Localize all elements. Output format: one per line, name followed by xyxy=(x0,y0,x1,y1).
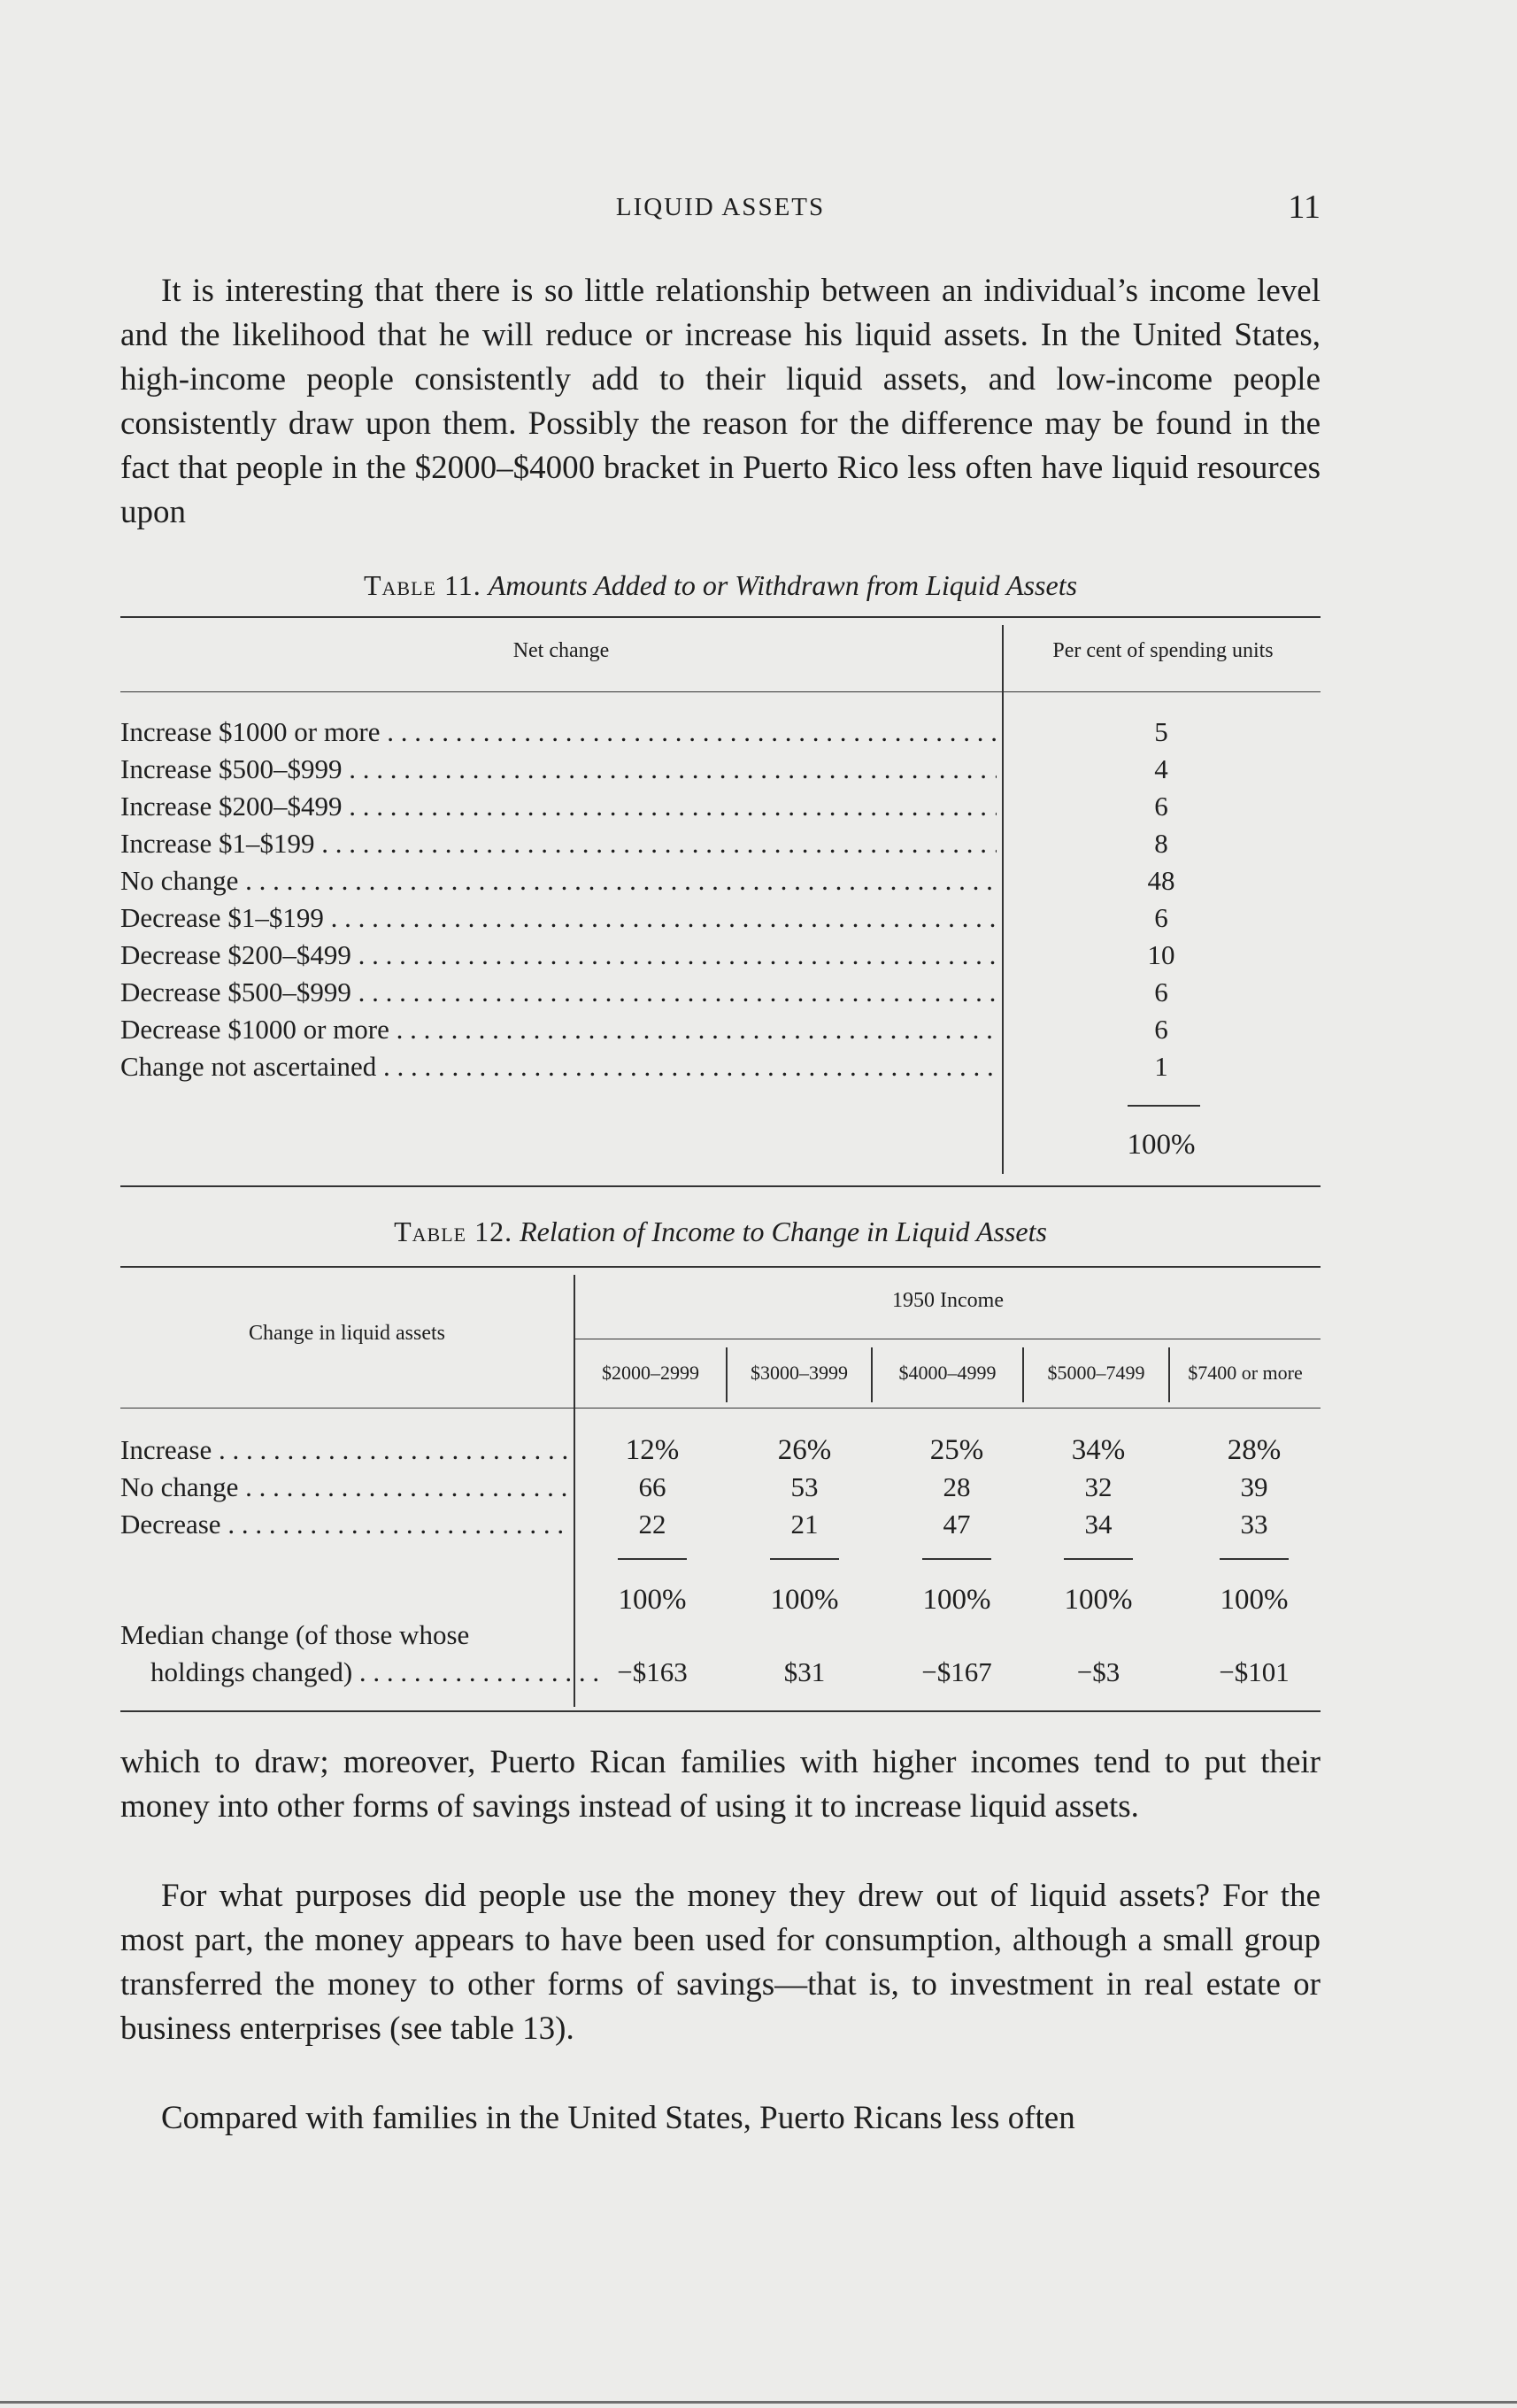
table-cell: 6 xyxy=(1154,1014,1168,1045)
table-row: No change . . . xyxy=(120,1469,568,1506)
table-cell: 34 xyxy=(1084,1509,1113,1540)
table-row: Decrease $200–$499 . . . xyxy=(120,937,997,974)
table-12-total: 100% xyxy=(1220,1584,1289,1616)
table-11-header-net-change: Net change xyxy=(512,639,610,662)
table-12-sum-rule xyxy=(770,1558,839,1560)
table-row: Increase $500–$999 . . . xyxy=(120,751,997,788)
table-12-title: Relation of Income to Change in Liquid Assets xyxy=(520,1216,1047,1247)
table-cell: $31 xyxy=(783,1656,826,1687)
running-title: LIQUID ASSETS xyxy=(615,193,826,221)
table-12-total: 100% xyxy=(1064,1584,1133,1616)
table-12-total: 100% xyxy=(618,1584,687,1616)
table-cell: −$101 xyxy=(1219,1656,1290,1687)
table-cell: 26% xyxy=(777,1434,832,1466)
table-11-sum-rule xyxy=(1128,1105,1200,1107)
table-11-column-divider xyxy=(1002,625,1004,1174)
table-11-title: Amounts Added to or Withdrawn from Liquid Assets xyxy=(488,569,1078,601)
table-12-col-2000: $2000–2999 xyxy=(602,1362,699,1384)
table-12-total: 100% xyxy=(922,1584,991,1616)
table-11-header-percent: Per cent of spending units xyxy=(1052,639,1274,662)
table-cell: 22 xyxy=(638,1509,666,1540)
table-11-total: 100% xyxy=(1127,1129,1196,1161)
table-row: Decrease $1–$199 . . . xyxy=(120,899,997,937)
table-12-sum-rule xyxy=(1220,1558,1289,1560)
table-row: Increase $1–$199 . . . xyxy=(120,825,997,862)
table-cell: 28% xyxy=(1227,1434,1282,1466)
table-cell: 6 xyxy=(1154,791,1168,822)
table-row: Decrease $1000 or more . . . xyxy=(120,1011,997,1048)
table-11-caption xyxy=(120,569,1321,602)
table-11-label: Table 11. xyxy=(363,569,481,601)
table-cell: 1 xyxy=(1154,1051,1168,1082)
paragraph-4: Compared with families in the United States, Puerto Ricans less often xyxy=(161,2100,1075,2136)
table-12-stub-divider xyxy=(574,1275,575,1707)
table-12-sum-rule xyxy=(1064,1558,1133,1560)
table-12-col-3000: $3000–3999 xyxy=(751,1362,848,1384)
table-cell: 53 xyxy=(790,1471,819,1502)
table-row: Change not ascertained . . . xyxy=(120,1048,997,1085)
table-12-median-label-2: holdings changed) . . . xyxy=(150,1654,598,1691)
table-cell: 6 xyxy=(1154,976,1168,1007)
table-cell: −$163 xyxy=(617,1656,688,1687)
table-row: Increase . . . xyxy=(120,1432,568,1469)
page-bottom-edge xyxy=(0,2401,1517,2404)
table-row: Decrease $500–$999 . . . xyxy=(120,974,997,1011)
table-cell: 6 xyxy=(1154,902,1168,933)
table-12-sum-rule xyxy=(618,1558,687,1560)
table-12-top-rule xyxy=(120,1266,1321,1268)
table-12-col-7400: $7400 or more xyxy=(1188,1362,1303,1384)
table-12-header-rule xyxy=(120,1408,1321,1409)
table-row: No change . . . xyxy=(120,862,997,899)
table-cell: 25% xyxy=(929,1434,984,1466)
table-11-header-rule xyxy=(120,691,1321,692)
table-cell: 21 xyxy=(790,1509,819,1540)
table-cell: 10 xyxy=(1147,939,1175,970)
table-12-sum-rule xyxy=(922,1558,991,1560)
table-cell: 66 xyxy=(638,1471,666,1502)
table-cell: 34% xyxy=(1071,1434,1126,1466)
table-12-total: 100% xyxy=(770,1584,839,1616)
table-cell: 48 xyxy=(1147,865,1175,896)
table-cell: 12% xyxy=(625,1434,680,1466)
table-cell: −$167 xyxy=(921,1656,992,1687)
table-11-top-rule xyxy=(120,616,1321,618)
table-row: Increase $200–$499 . . . xyxy=(120,788,997,825)
paragraph-3: For what purposes did people use the money they drew out of liquid assets? For the most part, the money appears to have been used for consumption, although a small group transferred the money to other forms of savings—that is, to investment in real estate or business enterprises (see table 13). xyxy=(120,1878,1321,2047)
table-cell: 8 xyxy=(1154,828,1168,859)
table-cell: 5 xyxy=(1154,716,1168,747)
table-12-caption xyxy=(120,1216,1321,1248)
table-12-median-label-1: Median change (of those whose xyxy=(120,1619,470,1650)
table-row: Increase $1000 or more . . . xyxy=(120,714,997,751)
table-12-label: Table 12. xyxy=(394,1216,513,1247)
table-cell: 32 xyxy=(1084,1471,1113,1502)
table-11-bottom-rule xyxy=(120,1185,1321,1187)
table-12-bottom-rule xyxy=(120,1710,1321,1712)
table-cell: 39 xyxy=(1240,1471,1268,1502)
table-cell: 28 xyxy=(943,1471,971,1502)
table-12-col-5000: $5000–7499 xyxy=(1047,1362,1145,1384)
table-cell: 33 xyxy=(1240,1509,1268,1540)
paragraph-1: It is interesting that there is so little relationship between an individual’s income level and the likelihood that he will reduce or increase his liquid assets. In the United States, high-income people consistently add to their liquid assets, and low-income people consistently draw upon them. Possibly the reason for the difference may be found in the fact that people in the $2000–$4000 bracket in Puerto Rico less often have liquid resources upon xyxy=(120,273,1321,530)
paragraph-2: which to draw; moreover, Puerto Rican families with higher incomes tend to put their money into other forms of savings instead of using it to increase liquid assets. xyxy=(120,1744,1321,1825)
table-12-group-header: 1950 Income xyxy=(892,1289,1004,1312)
page-number: 11 xyxy=(1288,189,1321,226)
running-head xyxy=(120,188,1321,227)
table-row: Decrease . . . xyxy=(120,1506,568,1543)
table-cell: 47 xyxy=(943,1509,971,1540)
table-cell: −$3 xyxy=(1076,1656,1120,1687)
table-12-col-4000: $4000–4999 xyxy=(898,1362,997,1384)
table-12-stub-header: Change in liquid assets xyxy=(249,1322,445,1345)
table-cell: 4 xyxy=(1154,753,1168,784)
